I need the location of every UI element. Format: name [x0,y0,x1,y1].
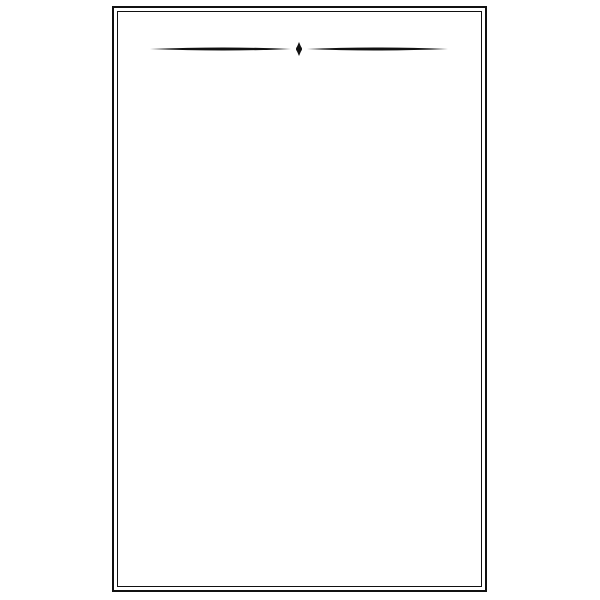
flourish-icon [126,38,472,60]
ornament-divider [126,38,472,60]
subject-index-heading [126,62,472,82]
index-page [126,36,472,82]
page-border-inner [117,11,482,587]
